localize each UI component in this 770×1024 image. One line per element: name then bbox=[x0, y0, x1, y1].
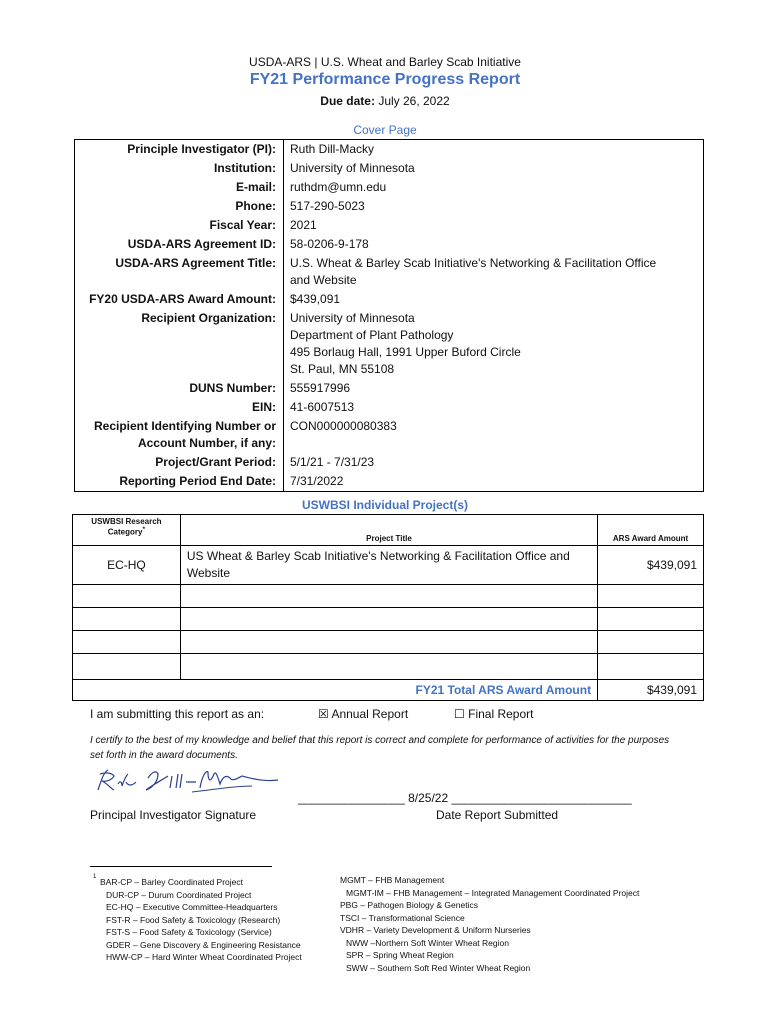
cover-field-value-line: U.S. Wheat & Barley Scab Initiative's Networking & Facilitation Office bbox=[290, 256, 657, 270]
empty-row bbox=[73, 608, 704, 631]
final-report-checkbox[interactable]: ☐ bbox=[454, 707, 465, 721]
footnote-list-left bbox=[100, 876, 302, 964]
cover-row bbox=[75, 398, 704, 417]
footnote-item: SPR – Spring Wheat Region bbox=[346, 950, 454, 960]
footnote-item: MGMT-IM – FHB Management – Integrated Management Coordinated Project bbox=[346, 887, 640, 898]
cover-field-value-line: 517-290-5023 bbox=[290, 199, 365, 213]
submit-prompt: I am submitting this report as an: bbox=[90, 707, 265, 721]
cover-field-value bbox=[284, 140, 704, 160]
cover-field-value bbox=[284, 379, 704, 398]
cover-field-label: Project/Grant Period: bbox=[75, 453, 284, 472]
footnote-list-right bbox=[340, 874, 639, 974]
cover-field-value-line: St. Paul, MN 55108 bbox=[290, 362, 395, 376]
cover-field-label: EIN: bbox=[75, 398, 284, 417]
empty-row bbox=[73, 631, 704, 654]
cover-field-value-line: Department of Plant Pathology bbox=[290, 328, 454, 342]
cover-row bbox=[75, 159, 704, 178]
footnote-divider bbox=[90, 866, 272, 867]
cover-field-value-line: University of Minnesota bbox=[290, 161, 415, 175]
cover-page-heading: Cover Page bbox=[353, 123, 417, 137]
project-category: EC-HQ bbox=[73, 546, 181, 585]
cover-row bbox=[75, 216, 704, 235]
cover-field-value bbox=[284, 417, 704, 453]
projects-table bbox=[72, 514, 704, 701]
project-row bbox=[73, 546, 704, 585]
title-header: Project Title bbox=[180, 515, 597, 546]
cover-field-value-line: 495 Borlaug Hall, 1991 Upper Buford Circle bbox=[290, 345, 521, 359]
due-date-label: Due date: bbox=[320, 94, 375, 108]
final-report-option[interactable] bbox=[454, 707, 533, 721]
footnote-marker: 1 bbox=[93, 874, 97, 880]
footnote-item: SWW – Southern Soft Red Winter Wheat Region bbox=[346, 962, 531, 973]
footnote-item: VDHR – Variety Development & Uniform Nurseries bbox=[340, 925, 531, 935]
empty-row bbox=[73, 585, 704, 608]
cover-field-label: E-mail: bbox=[75, 178, 284, 197]
cover-table bbox=[74, 139, 704, 492]
cover-field-value bbox=[284, 197, 704, 216]
total-value: $439,091 bbox=[598, 680, 704, 701]
cover-field-value-line: 5/1/21 - 7/31/23 bbox=[290, 455, 375, 469]
footnote-item: FST-R – Food Safety & Toxicology (Research) bbox=[106, 914, 281, 925]
signature-date-line: ________________ 8/25/22 ___________________________ bbox=[298, 791, 632, 805]
project-amount: $439,091 bbox=[598, 546, 704, 585]
empty-row bbox=[73, 654, 704, 680]
cover-field-label: Principle Investigator (PI): bbox=[75, 140, 284, 160]
cover-field-value bbox=[284, 216, 704, 235]
cover-field-value-line: 2021 bbox=[290, 218, 317, 232]
projects-header-row bbox=[73, 515, 704, 546]
annual-report-checkbox[interactable]: ☒ bbox=[318, 707, 329, 721]
cover-field-value bbox=[284, 472, 704, 492]
cover-row bbox=[75, 235, 704, 254]
total-row bbox=[73, 680, 704, 701]
program-header: USDA-ARS | U.S. Wheat and Barley Scab Initiative bbox=[249, 55, 521, 69]
footnote-item: DUR-CP – Durum Coordinated Project bbox=[106, 889, 252, 900]
cover-row bbox=[75, 379, 704, 398]
cover-field-value-line: ruthdm@umn.edu bbox=[290, 180, 387, 194]
project-title: US Wheat & Barley Scab Initiative's Networking & Facilitation Office and Website bbox=[180, 546, 597, 585]
cover-field-label bbox=[75, 417, 284, 453]
cover-field-value bbox=[284, 235, 704, 254]
cover-field-label-line: Account Number, if any: bbox=[137, 436, 276, 450]
cover-field-value bbox=[284, 178, 704, 197]
annual-report-option[interactable] bbox=[318, 707, 408, 721]
cover-field-value bbox=[284, 309, 704, 379]
cover-field-value-line: 555917996 bbox=[290, 381, 351, 395]
annual-report-label: Annual Report bbox=[331, 707, 409, 721]
cover-row bbox=[75, 140, 704, 160]
cover-field-label: FY20 USDA-ARS Award Amount: bbox=[75, 290, 284, 309]
cover-field-value bbox=[284, 254, 704, 290]
footnote-item: HWW-CP – Hard Winter Wheat Coordinated Project bbox=[106, 952, 302, 962]
cover-field-value-line: 7/31/2022 bbox=[290, 474, 344, 488]
cover-row bbox=[75, 309, 704, 379]
footnote-item: BAR-CP – Barley Coordinated Project bbox=[100, 877, 243, 887]
footnote-item: GDER – Gene Discovery & Engineering Resistance bbox=[106, 939, 301, 950]
footnote-item: PBG – Pathogen Biology & Genetics bbox=[340, 900, 478, 910]
category-header: USWBSI Research Category* bbox=[73, 515, 181, 546]
cover-row bbox=[75, 453, 704, 472]
due-date-value: July 26, 2022 bbox=[378, 94, 450, 108]
final-report-label: Final Report bbox=[468, 707, 534, 721]
pi-signature-label: Principal Investigator Signature bbox=[90, 808, 257, 822]
footnote-item: TSCI – Transformational Science bbox=[340, 912, 465, 923]
cover-field-value-line: and Website bbox=[290, 273, 357, 287]
cover-row bbox=[75, 417, 704, 453]
cover-row bbox=[75, 290, 704, 309]
cover-field-label: Fiscal Year: bbox=[75, 216, 284, 235]
cover-field-label: USDA-ARS Agreement ID: bbox=[75, 235, 284, 254]
footnote-item: EC-HQ – Executive Committee-Headquarters bbox=[106, 902, 278, 912]
due-date bbox=[0, 94, 770, 108]
cover-field-value bbox=[284, 290, 704, 309]
cover-field-label: Reporting Period End Date: bbox=[75, 472, 284, 492]
cover-field-label: Phone: bbox=[75, 197, 284, 216]
cover-field-label: USDA-ARS Agreement Title: bbox=[75, 254, 284, 290]
cover-row bbox=[75, 254, 704, 290]
amount-header: ARS Award Amount bbox=[598, 515, 704, 546]
footnote-item: NWW –Northern Soft Winter Wheat Region bbox=[346, 937, 509, 948]
cover-field-label: Recipient Organization: bbox=[75, 309, 284, 379]
date-submitted-label: Date Report Submitted bbox=[436, 808, 559, 822]
cover-field-value-line: Ruth Dill-Macky bbox=[290, 142, 375, 156]
cover-row bbox=[75, 178, 704, 197]
footnote-item: FST-S – Food Safety & Toxicology (Service) bbox=[106, 927, 272, 937]
cover-field-label: DUNS Number: bbox=[75, 379, 284, 398]
cover-field-value-line: CON000000080383 bbox=[290, 419, 397, 433]
cover-field-value bbox=[284, 398, 704, 417]
cover-row bbox=[75, 472, 704, 492]
footnote-item: MGMT – FHB Management bbox=[340, 875, 445, 885]
handwritten-signature bbox=[92, 764, 282, 798]
certification-text: I certify to the best of my knowledge and belief that this report is correct and complete for performance of activities for the purposes set forth in the award documents. bbox=[90, 735, 670, 761]
projects-heading: USWBSI Individual Project(s) bbox=[301, 498, 469, 512]
report-title: FY21 Performance Progress Report bbox=[249, 71, 521, 88]
cover-field-label-line: Recipient Identifying Number or bbox=[93, 419, 276, 433]
cover-field-value-line: $439,091 bbox=[290, 292, 341, 306]
cover-field-value-line: University of Minnesota bbox=[290, 311, 415, 325]
cover-row bbox=[75, 197, 704, 216]
cover-field-value-line: 41-6007513 bbox=[290, 400, 355, 414]
total-label: FY21 Total ARS Award Amount bbox=[73, 680, 598, 701]
cover-field-label: Institution: bbox=[75, 159, 284, 178]
cover-field-value bbox=[284, 159, 704, 178]
cover-field-value bbox=[284, 453, 704, 472]
cover-field-value-line: 58-0206-9-178 bbox=[290, 237, 369, 251]
